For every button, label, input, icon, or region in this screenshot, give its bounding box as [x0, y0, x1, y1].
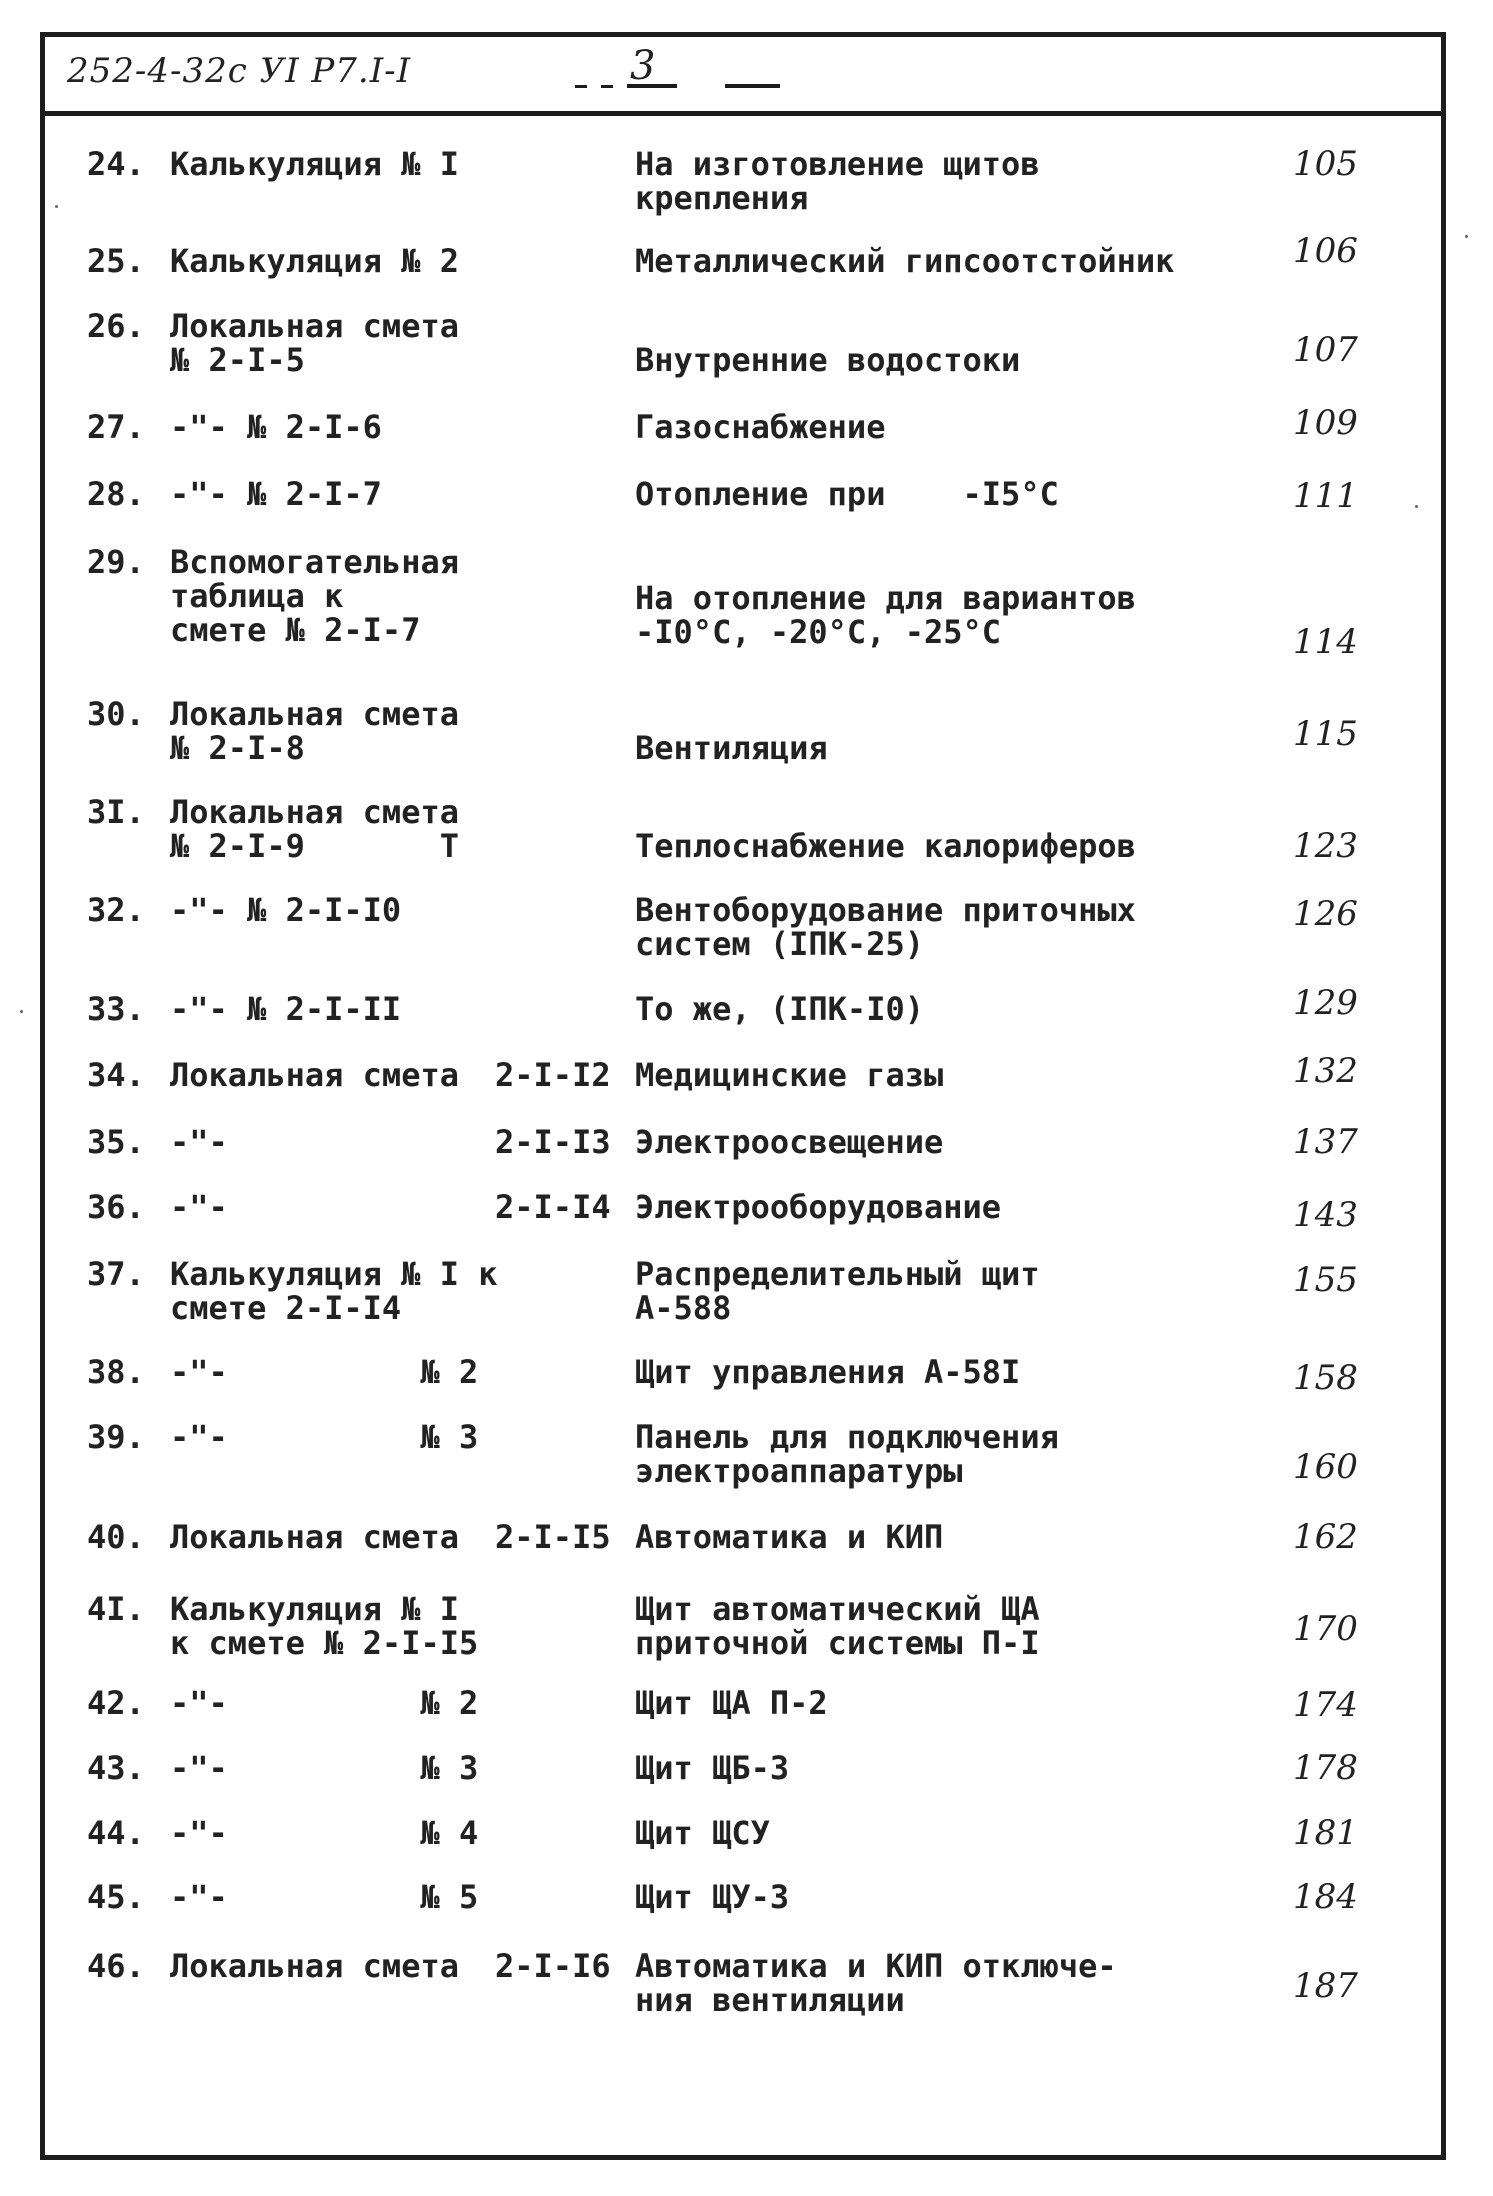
item-number: 28.	[87, 475, 145, 513]
item-number: 34.	[87, 1056, 145, 1094]
item-name: -"- № 4	[170, 1814, 479, 1852]
item-description: Вентиляция	[635, 729, 828, 767]
scan-speck	[1415, 505, 1418, 508]
item-description: Автоматика и КИП	[635, 1518, 944, 1556]
item-page: 114	[1293, 622, 1358, 662]
item-name: -"-	[170, 1188, 228, 1226]
item-name: Локальная смета	[170, 1947, 459, 1985]
item-name: Локальная смета	[170, 1056, 459, 1094]
item-number: 35.	[87, 1123, 145, 1161]
item-page: 109	[1293, 403, 1358, 443]
item-number: 46.	[87, 1947, 145, 1985]
item-page: 158	[1293, 1358, 1358, 1398]
item-number: 33.	[87, 990, 145, 1028]
item-description: Вентоборудование приточных систем (IПК-25)	[635, 891, 1136, 963]
item-number: 25.	[87, 242, 145, 280]
item-page: 178	[1293, 1748, 1358, 1788]
document-code: 252-4-32с УI Р7.I-I	[67, 51, 412, 91]
item-page: 143	[1293, 1195, 1358, 1235]
item-description: Теплоснабжение калориферов	[635, 827, 1136, 865]
item-page: 187	[1293, 1966, 1358, 2006]
item-name: -"- № 2-I-7	[170, 475, 382, 513]
item-description: Распределительный щит А-588	[635, 1255, 1040, 1327]
item-name: Локальная смета № 2-I-9 Т	[170, 793, 459, 865]
item-description: Щит автоматический ЩА приточной системы П-I	[635, 1590, 1040, 1662]
item-description: Медицинские газы	[635, 1056, 944, 1094]
item-number: 26.	[87, 307, 145, 345]
item-page: 107	[1293, 330, 1358, 370]
item-number: 37.	[87, 1255, 145, 1293]
item-number: 39.	[87, 1418, 145, 1456]
item-name: Вспомогательная таблица к смете № 2-I-7	[170, 543, 459, 649]
header-dash	[575, 85, 587, 88]
item-page: 115	[1293, 714, 1358, 754]
item-number: 45.	[87, 1878, 145, 1916]
item-page: 105	[1293, 144, 1358, 184]
item-number: 36.	[87, 1188, 145, 1226]
item-name: -"- № 2-I-II	[170, 990, 402, 1028]
item-name: -"- № 2	[170, 1684, 479, 1722]
item-number: 44.	[87, 1814, 145, 1852]
item-ref: 2-I-I6	[495, 1947, 611, 1985]
item-name: -"- № 2-I-I0	[170, 891, 402, 929]
item-description: Щит ЩУ-3	[635, 1878, 790, 1916]
item-description: Отопление при -I5°С	[635, 475, 1059, 513]
item-number: 3I.	[87, 793, 145, 831]
item-ref: 2-I-I4	[495, 1188, 611, 1226]
item-description: Газоснабжение	[635, 408, 886, 446]
item-name: -"- № 2	[170, 1353, 479, 1391]
item-page: 184	[1293, 1877, 1358, 1917]
item-description: Щит управления А-58I	[635, 1353, 1021, 1391]
item-page: 106	[1293, 231, 1358, 271]
item-ref: 2-I-I3	[495, 1123, 611, 1161]
item-page: 160	[1293, 1447, 1358, 1487]
item-page: 155	[1293, 1260, 1358, 1300]
item-page: 170	[1293, 1609, 1358, 1649]
item-page: 181	[1293, 1813, 1358, 1853]
item-ref: 2-I-I2	[495, 1056, 611, 1094]
item-name: Локальная смета	[170, 1518, 459, 1556]
item-description: Внутренние водостоки	[635, 341, 1021, 379]
item-name: -"- № 3	[170, 1749, 479, 1787]
item-name: -"- № 5	[170, 1878, 479, 1916]
item-name: Локальная смета № 2-I-8	[170, 695, 459, 767]
item-page: 132	[1293, 1051, 1358, 1091]
item-number: 32.	[87, 891, 145, 929]
item-name: -"- № 2-I-6	[170, 408, 382, 446]
item-name: Калькуляция № 2	[170, 242, 459, 280]
item-description: Панель для подключения электроаппаратуры	[635, 1418, 1059, 1490]
item-page: 123	[1293, 826, 1358, 866]
item-number: 40.	[87, 1518, 145, 1556]
item-page: 111	[1293, 476, 1358, 516]
item-name: Локальная смета № 2-I-5	[170, 307, 459, 379]
item-number: 43.	[87, 1749, 145, 1787]
item-page: 137	[1293, 1122, 1358, 1162]
page-frame	[40, 32, 1446, 2160]
item-description: На отопление для вариантов -I0°С, -20°С, -25°С	[635, 579, 1136, 651]
item-name: Калькуляция № I к смете 2-I-I4	[170, 1255, 498, 1327]
item-number: 29.	[87, 543, 145, 581]
scan-speck	[1465, 235, 1468, 238]
item-description: На изготовление щитов крепления	[635, 145, 1040, 217]
page-number: 3	[630, 43, 656, 89]
item-description: То же, (IПК-I0)	[635, 990, 924, 1028]
item-number: 4I.	[87, 1590, 145, 1628]
scan-speck	[20, 1010, 23, 1013]
item-name: -"-	[170, 1123, 228, 1161]
scan-speck	[55, 205, 58, 208]
item-number: 27.	[87, 408, 145, 446]
header-dash	[725, 84, 780, 88]
item-description: Автоматика и КИП отключе- ния вентиляции	[635, 1947, 1117, 2019]
item-description: Щит ЩБ-3	[635, 1749, 790, 1787]
item-name: -"- № 3	[170, 1418, 479, 1456]
item-page: 174	[1293, 1685, 1358, 1725]
item-page: 126	[1293, 894, 1358, 934]
item-number: 42.	[87, 1684, 145, 1722]
item-description: Щит ЩА П-2	[635, 1684, 828, 1722]
item-description: Электрооборудование	[635, 1188, 1002, 1226]
item-page: 129	[1293, 983, 1358, 1023]
item-description: Металлический гипсоотстойник	[635, 242, 1175, 280]
header-dash	[601, 85, 613, 88]
header-strip	[45, 37, 1441, 116]
item-page: 162	[1293, 1517, 1358, 1557]
item-ref: 2-I-I5	[495, 1518, 611, 1556]
item-name: Калькуляция № I к смете № 2-I-I5	[170, 1590, 479, 1662]
item-description: Щит ЩСУ	[635, 1814, 770, 1852]
item-number: 24.	[87, 145, 145, 183]
item-description: Электроосвещение	[635, 1123, 944, 1161]
item-number: 30.	[87, 695, 145, 733]
item-number: 38.	[87, 1353, 145, 1391]
item-name: Калькуляция № I	[170, 145, 459, 183]
